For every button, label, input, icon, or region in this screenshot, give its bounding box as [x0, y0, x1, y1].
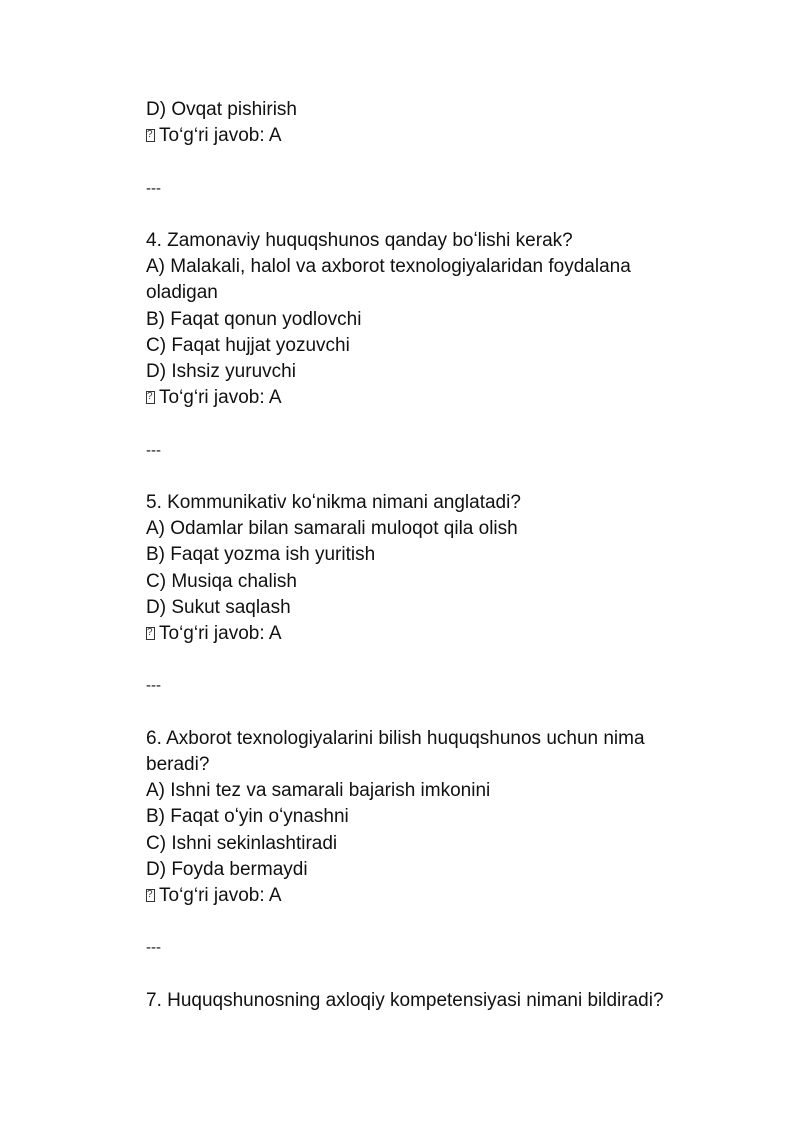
option-c: C) Musiqa chalish [146, 570, 297, 592]
option-a: A) Ishni tez va samarali bajarish imkonini [146, 780, 491, 802]
question-text: 7. Huquqshunosning axloqiy kompetensiyasi nimani bildiradi? [146, 989, 664, 1011]
separator: --- [146, 939, 161, 957]
answer-line: ?To‘g‘ri javob: A [146, 385, 666, 411]
answer-line: ?To‘g‘ri javob: A [146, 883, 666, 909]
option-a: A) Odamlar bilan samarali muloqot qila olish [146, 518, 518, 540]
option-d: D) Foyda bermaydi [146, 858, 308, 880]
unknown-glyph-icon [146, 889, 155, 902]
unknown-glyph-icon [146, 627, 155, 640]
option-d: D) Ovqat pishirish [146, 99, 297, 120]
document-page [146, 97, 666, 1014]
option-a: A) Malakali, halol va axborot texnologiyalaridan foydalana oladigan [146, 256, 637, 304]
option-b: B) Faqat oʻyin oʻynashni [146, 806, 349, 828]
unknown-glyph-icon [146, 391, 155, 404]
answer-line: ?To‘g‘ri javob: A [146, 123, 666, 149]
option-d: D) Sukut saqlash [146, 596, 291, 618]
separator: --- [146, 677, 161, 695]
separator: --- [146, 441, 161, 459]
option-c: C) Faqat hujjat yozuvchi [146, 334, 350, 356]
question-text: 5. Kommunikativ koʻnikma nimani anglatadi? [146, 491, 521, 513]
question-text: 4. Zamonaviy huquqshunos qanday boʻlishi kerak? [146, 229, 573, 251]
unknown-glyph-icon [146, 129, 155, 142]
option-b: B) Faqat qonun yodlovchi [146, 308, 362, 330]
separator: --- [146, 179, 161, 197]
question-text: 6. Axborot texnologiyalarini bilish huquqshunos uchun nima beradi? [146, 727, 650, 775]
answer-line: ?To‘g‘ri javob: A [146, 621, 666, 647]
option-b: B) Faqat yozma ish yuritish [146, 544, 376, 566]
option-d: D) Ishsiz yuruvchi [146, 361, 296, 382]
option-c: C) Ishni sekinlashtiradi [146, 832, 338, 854]
